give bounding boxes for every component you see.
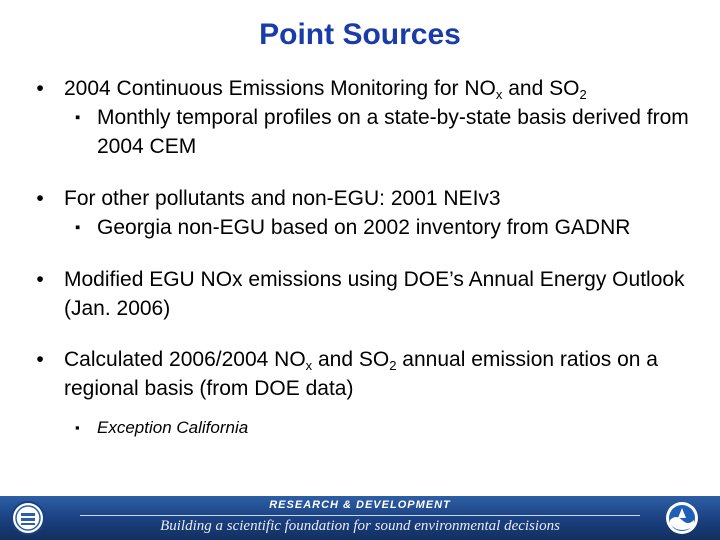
sub-bullet-georgia bbox=[30, 213, 710, 242]
bullet-cem-prefix: 2004 Continuous Emissions Monitoring for NO bbox=[64, 77, 496, 100]
subscript-x: x bbox=[495, 87, 503, 102]
footer-banner bbox=[0, 496, 720, 540]
slide-content bbox=[30, 74, 710, 439]
bullet-other-pollutants-text: For other pollutants and non-EGU: 2001 NEIv3 bbox=[64, 187, 501, 210]
slide-title: Point Sources bbox=[259, 18, 461, 51]
sub-bullet-monthly bbox=[30, 103, 710, 161]
footer-tagline: Building a scientific foundation for sound environmental decisions bbox=[160, 518, 560, 534]
sub-bullet-georgia-text: Georgia non-EGU based on 2002 inventory from GADNR bbox=[97, 216, 631, 239]
sub-bullet-monthly-text: Monthly temporal profiles on a state-by-state basis derived from 2004 CEM bbox=[97, 106, 689, 158]
bullet-calc-suffix: annual emission ratios on a regional basis (from DOE data) bbox=[64, 348, 658, 400]
bullet-other-pollutants bbox=[30, 184, 710, 213]
square-bullet-icon: ▪ bbox=[75, 109, 81, 126]
bullet-calculated-ratios bbox=[30, 345, 710, 403]
footer-divider bbox=[80, 515, 640, 516]
bullet-modified-egu-text: Modified EGU NOx emissions using DOE’s Annual Energy Outlook (Jan. 2006) bbox=[64, 268, 685, 320]
square-bullet-icon: ▪ bbox=[75, 219, 81, 236]
bullet-calc-mid: and SO bbox=[312, 348, 390, 371]
sub-bullet-exception bbox=[30, 417, 710, 439]
bullet-dot: • bbox=[36, 77, 44, 100]
bullet-cem bbox=[30, 74, 710, 103]
bullet-dot: • bbox=[36, 348, 44, 371]
noaa-logo-icon bbox=[664, 500, 700, 536]
bullet-modified-egu bbox=[30, 265, 710, 323]
footer-research-development: RESEARCH & DEVELOPMENT bbox=[269, 499, 451, 511]
square-bullet-icon: ▪ bbox=[75, 420, 80, 435]
bullet-cem-mid: and SO bbox=[502, 77, 580, 100]
subscript-2: 2 bbox=[389, 358, 397, 373]
subscript-x: x bbox=[305, 358, 313, 373]
sub-bullet-exception-text: Exception California bbox=[97, 418, 249, 437]
subscript-2: 2 bbox=[579, 87, 587, 102]
bullet-dot: • bbox=[36, 268, 44, 291]
bullet-dot: • bbox=[36, 187, 44, 210]
bullet-calc-prefix: Calculated 2006/2004 NO bbox=[64, 348, 306, 371]
